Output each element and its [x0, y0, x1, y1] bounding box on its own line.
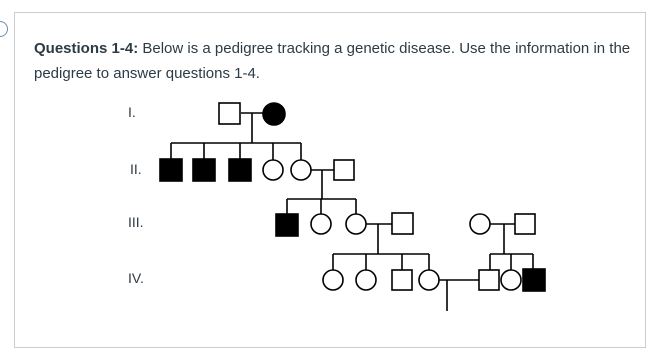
- individual-III-3: [346, 214, 366, 234]
- individual-IV-6: [501, 270, 521, 290]
- individual-IV-1: [323, 270, 343, 290]
- generation-label-1: I.: [128, 104, 136, 120]
- individual-IV-2: [356, 270, 376, 290]
- individual-II-3: [229, 159, 251, 181]
- individual-I-1: [219, 103, 240, 124]
- generation-label-3: III.: [128, 214, 144, 230]
- individual-IV-4: [419, 270, 439, 290]
- generation-label-4: IV.: [128, 270, 144, 286]
- individual-IV-3: [392, 270, 412, 290]
- individual-III-2: [311, 214, 331, 234]
- individual-II-1: [160, 159, 182, 181]
- individual-III-5: [470, 214, 490, 234]
- individual-I-2: [263, 103, 285, 125]
- individual-II-2: [193, 159, 215, 181]
- individual-III-6: [515, 214, 535, 234]
- question-body: Below is a pedigree tracking a genetic disease. Use the information in the pedigree to answer questions 1-4.: [34, 40, 631, 82]
- individual-III-4: [392, 213, 413, 234]
- individual-III-1: [276, 214, 298, 236]
- individual-II-4: [263, 160, 283, 180]
- individual-II-5: [291, 160, 311, 180]
- individual-II-6: [334, 160, 354, 180]
- individual-IV-7: [523, 269, 545, 291]
- question-heading: Questions 1-4:: [34, 40, 139, 57]
- individual-IV-5: [479, 270, 499, 290]
- generation-label-2: II.: [130, 161, 142, 177]
